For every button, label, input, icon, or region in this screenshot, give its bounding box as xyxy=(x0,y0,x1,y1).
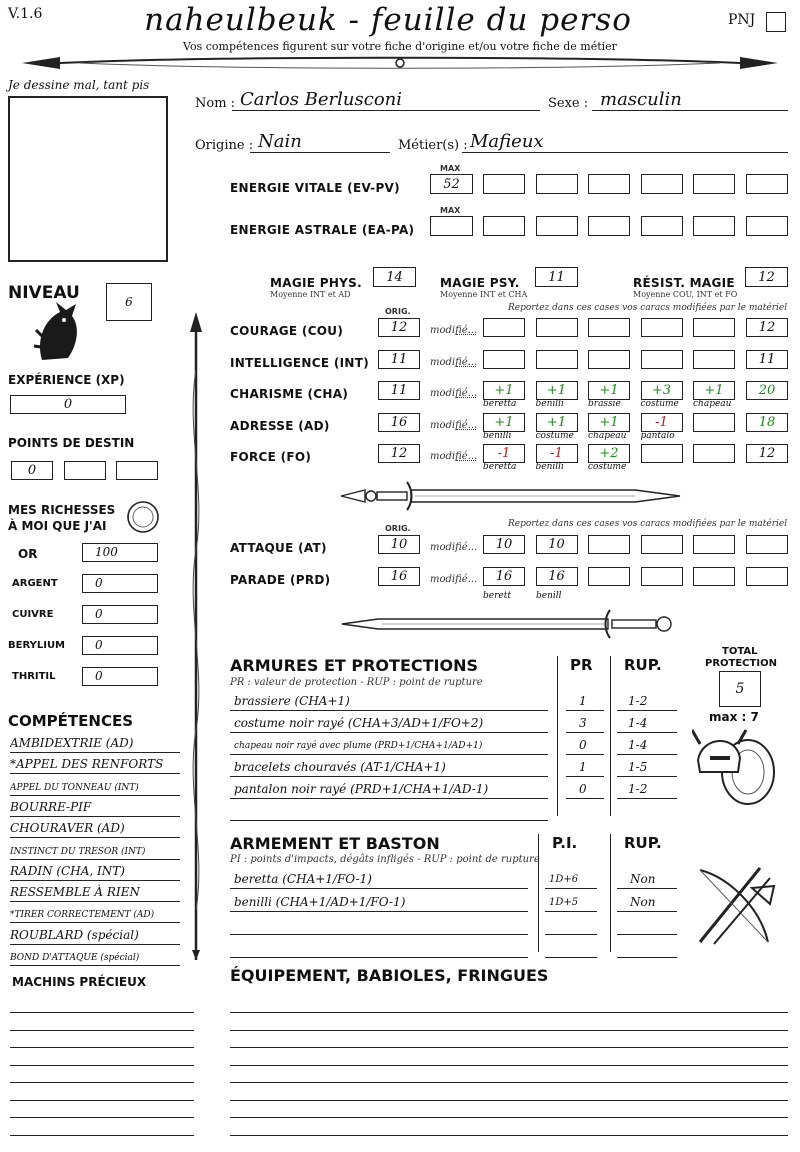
richesse-label: THRITIL xyxy=(12,671,56,682)
resist-magie-box[interactable]: 12 xyxy=(745,267,788,287)
ea-box[interactable] xyxy=(641,216,683,236)
richesse-label: BERYLIUM xyxy=(8,640,66,651)
armure-pr[interactable]: 1 xyxy=(579,760,587,774)
armure-pr[interactable]: 3 xyxy=(579,716,587,730)
carac-mod-box[interactable] xyxy=(483,350,525,369)
combat-mod-box[interactable] xyxy=(693,535,735,554)
pnj-label: PNJ xyxy=(728,12,756,28)
version-label: V.1.6 xyxy=(8,6,43,22)
arme-pi[interactable]: 1D+6 xyxy=(549,874,579,885)
ev-max-box[interactable]: 52 xyxy=(430,174,473,194)
carac-mod-box[interactable]: 12 xyxy=(746,318,788,337)
magie-phys-box[interactable]: 14 xyxy=(373,267,416,287)
origine-label: Origine : xyxy=(195,138,254,153)
armures-pr-label: PR xyxy=(570,656,593,674)
ev-box[interactable] xyxy=(483,174,525,194)
ea-max-label: MAX xyxy=(440,206,461,215)
combat-note: Reportez dans ces cases vos caracs modifiées par le matériel xyxy=(508,519,788,529)
arme-name[interactable]: beretta (CHA+1/FO-1) xyxy=(234,872,372,886)
richesse-label: ARGENT xyxy=(12,578,58,589)
carac-mod-box[interactable] xyxy=(536,318,578,337)
carac-mod-box[interactable]: 11 xyxy=(746,350,788,369)
carac-mod-box[interactable]: 20 xyxy=(746,381,788,400)
magie-phys-label: MAGIE PHYS. xyxy=(270,276,362,290)
ev-box[interactable] xyxy=(536,174,578,194)
richesse-box[interactable]: 0 xyxy=(82,605,158,624)
ev-box[interactable] xyxy=(693,174,735,194)
experience-box[interactable]: 0 xyxy=(10,395,126,414)
armement-pi-label: P.I. xyxy=(552,834,578,852)
combat-mod-box[interactable]: 16 xyxy=(483,567,525,586)
ea-label: ENERGIE ASTRALE (EA-PA) xyxy=(230,223,415,237)
competence-item[interactable]: ROUBLARD (spécial) xyxy=(10,927,180,945)
dotted-leader xyxy=(456,366,476,367)
nom-label: Nom : xyxy=(195,96,236,111)
armures-sub: PR : valeur de protection - RUP : point de rupture xyxy=(230,677,483,688)
page-title: naheulbeuk - feuille du perso xyxy=(144,2,632,38)
arme-rup[interactable]: Non xyxy=(630,895,656,909)
carac-mod-box[interactable]: 12 xyxy=(746,444,788,463)
carac-mod-caption: brassie xyxy=(588,399,621,409)
combat-modifie-label: modifié... xyxy=(430,574,478,585)
carac-orig-box[interactable]: 12 xyxy=(378,444,420,463)
carac-orig-box[interactable]: 12 xyxy=(378,318,420,337)
combat-mod-box[interactable] xyxy=(746,567,788,586)
dotted-leader xyxy=(456,460,476,461)
carac-mod-box[interactable]: -1 xyxy=(536,444,578,463)
sexe-label: Sexe : xyxy=(548,96,589,111)
combat-mod-box[interactable] xyxy=(641,567,683,586)
carac-modifie-label: modifié... xyxy=(430,419,478,431)
destin-box-1[interactable]: 0 xyxy=(11,461,53,480)
richesse-label: OR xyxy=(18,547,38,561)
combat-modifie-label: modifié... xyxy=(430,542,478,553)
carac-mod-box[interactable]: +1 xyxy=(588,413,630,432)
armure-rup[interactable]: 1-4 xyxy=(628,738,648,752)
competence-item[interactable]: AMBIDEXTRIE (AD) xyxy=(10,735,180,753)
arme-line[interactable] xyxy=(230,888,528,889)
carac-mod-box[interactable] xyxy=(641,444,683,463)
ev-box[interactable] xyxy=(746,174,788,194)
equipement-line[interactable] xyxy=(230,1030,788,1031)
carac-mod-box[interactable] xyxy=(536,350,578,369)
armure-pr[interactable]: 0 xyxy=(579,782,587,796)
ea-max-box[interactable] xyxy=(430,216,473,236)
portrait-box[interactable] xyxy=(8,96,168,262)
machins-title: MACHINS PRÉCIEUX xyxy=(12,975,147,989)
combat-mod-box[interactable] xyxy=(746,535,788,554)
armure-name[interactable]: bracelets chouravés (AT-1/CHA+1) xyxy=(234,760,446,774)
carac-mod-box[interactable]: -1 xyxy=(641,413,683,432)
armement-sub: PI : points d'impacts, dégâts infligés - RUP : point de rupture xyxy=(230,854,540,865)
carac-label: COURAGE (COU) xyxy=(230,324,344,338)
armure-name[interactable]: costume noir rayé (CHA+3/AD+1/FO+2) xyxy=(234,716,484,730)
carac-mod-caption: costume xyxy=(535,430,574,441)
armure-name[interactable]: chapeau noir rayé avec plume (PRD+1/CHA+1/AD+1) xyxy=(234,741,483,751)
machins-line[interactable] xyxy=(10,1100,194,1101)
machins-line[interactable] xyxy=(10,1117,194,1118)
arme-pi[interactable]: 1D+5 xyxy=(549,897,579,908)
richesse-box[interactable]: 0 xyxy=(82,667,158,686)
competence-item[interactable]: *TIRER CORRECTEMENT (AD) xyxy=(10,905,180,923)
ev-box[interactable] xyxy=(588,174,630,194)
niveau-box[interactable]: 6 xyxy=(106,283,152,321)
carac-mod-caption: costume xyxy=(588,462,627,472)
competence-item[interactable]: INSTINCT DU TRESOR (INT) xyxy=(10,842,180,860)
armures-title: ARMURES ET PROTECTIONS xyxy=(230,656,478,675)
caracs-orig-label: ORIG. xyxy=(385,307,411,316)
machins-line[interactable] xyxy=(10,1065,194,1066)
combat-mod-box[interactable] xyxy=(641,535,683,554)
destin-box-3[interactable] xyxy=(116,461,158,480)
dotted-leader xyxy=(456,397,476,398)
armement-title: ARMEMENT ET BASTON xyxy=(230,834,440,853)
dragon-icon xyxy=(32,300,82,366)
carac-mod-caption: costume xyxy=(640,399,679,409)
origine-value[interactable]: Nain xyxy=(258,131,302,152)
armure-pr[interactable]: 1 xyxy=(579,694,587,708)
combat-mod-box[interactable]: 10 xyxy=(483,535,525,554)
carac-mod-box[interactable]: +3 xyxy=(641,381,683,400)
carac-mod-caption: benilli xyxy=(535,462,564,472)
sexe-value[interactable]: masculin xyxy=(600,89,682,110)
carac-mod-box[interactable] xyxy=(588,318,630,337)
arme-line[interactable] xyxy=(230,957,528,958)
armures-rup-label: RUP. xyxy=(624,656,662,674)
machins-line[interactable] xyxy=(10,1030,194,1031)
machins-line[interactable] xyxy=(10,1047,194,1048)
richesse-box[interactable]: 0 xyxy=(82,636,158,655)
portrait-caption: Je dessine mal, tant pis xyxy=(8,78,150,92)
carac-mod-caption: pantalo xyxy=(640,430,675,441)
competence-item[interactable]: RADIN (CHA, INT) xyxy=(10,863,180,881)
armure-rup[interactable]: 1-2 xyxy=(628,694,648,708)
carac-mod-box[interactable] xyxy=(483,318,525,337)
magie-phys-sub: Moyenne INT et AD xyxy=(270,290,351,299)
equipement-line[interactable] xyxy=(230,1047,788,1048)
competence-item[interactable]: *APPEL DES RENFORTS xyxy=(10,756,180,774)
total-protection-label-1: TOTAL xyxy=(722,646,758,657)
arme-rup[interactable]: Non xyxy=(630,872,656,886)
carac-mod-box[interactable]: +1 xyxy=(483,381,525,400)
equipement-title: ÉQUIPEMENT, BABIOLES, FRINGUES xyxy=(230,966,549,985)
nom-value[interactable]: Carlos Berlusconi xyxy=(240,89,402,110)
carac-mod-box[interactable] xyxy=(693,318,735,337)
destin-label: POINTS DE DESTIN xyxy=(8,436,135,450)
carac-label: CHARISME (CHA) xyxy=(230,387,349,401)
ea-box[interactable] xyxy=(536,216,578,236)
ea-box[interactable] xyxy=(746,216,788,236)
carac-label: FORCE (FO) xyxy=(230,450,312,464)
magie-psy-label: MAGIE PSY. xyxy=(440,276,520,290)
equipement-line[interactable] xyxy=(230,1012,788,1013)
carac-mod-caption: benilli xyxy=(535,399,564,409)
combat-orig-label: ORIG. xyxy=(385,524,411,533)
machins-line[interactable] xyxy=(10,1012,194,1013)
helmet-shield-icon xyxy=(692,726,782,812)
page-subtitle: Vos compétences figurent sur votre fiche d'origine et/ou votre fiche de métier xyxy=(183,40,617,53)
richesse-label: CUIVRE xyxy=(12,609,54,620)
combat-mod-box[interactable] xyxy=(693,567,735,586)
carac-label: ADRESSE (AD) xyxy=(230,418,330,433)
equipement-line[interactable] xyxy=(230,1082,788,1083)
arme-line[interactable] xyxy=(230,911,528,912)
carac-mod-box[interactable]: +2 xyxy=(588,444,630,463)
carac-mod-box[interactable] xyxy=(693,413,735,432)
metier-label: Métier(s) : xyxy=(398,138,468,153)
sword-ornament-icon xyxy=(338,606,683,642)
carac-modifie-label: modifié... xyxy=(430,451,478,462)
arme-name[interactable]: benilli (CHA+1/AD+1/FO-1) xyxy=(234,895,406,909)
ev-max-label: MAX xyxy=(440,164,461,173)
competence-item[interactable]: BOND D'ATTAQUE (spécial) xyxy=(10,948,180,966)
experience-label: EXPÉRIENCE (XP) xyxy=(8,373,125,387)
total-protection-label-2: PROTECTION xyxy=(705,658,777,669)
caracs-note: Reportez dans ces cases vos caracs modifiées par le matériel xyxy=(508,303,788,313)
destin-box-2[interactable] xyxy=(64,461,106,480)
combat-caption-1: berett xyxy=(483,591,511,601)
machins-line[interactable] xyxy=(10,1135,194,1136)
carac-mod-caption: beretta xyxy=(483,462,517,472)
carac-mod-box[interactable]: +1 xyxy=(536,413,578,432)
armure-name[interactable]: pantalon noir rayé (PRD+1/CHA+1/AD-1) xyxy=(234,782,489,796)
carac-mod-box[interactable]: +1 xyxy=(693,381,735,400)
carac-modifie-label: modifié... xyxy=(430,325,478,336)
carac-mod-box[interactable]: -1 xyxy=(483,444,525,463)
ev-box[interactable] xyxy=(641,174,683,194)
combat-mod-box[interactable]: 10 xyxy=(536,535,578,554)
carac-mod-caption: chapeau xyxy=(588,430,627,441)
carac-mod-box[interactable]: 18 xyxy=(746,413,788,432)
niveau-label: NIVEAU xyxy=(8,283,80,303)
richesses-label-1: MES RICHESSES xyxy=(8,503,116,517)
coin-icon xyxy=(126,500,160,534)
dotted-leader xyxy=(456,429,476,430)
weapons-icon xyxy=(690,858,782,950)
ev-label: ENERGIE VITALE (EV-PV) xyxy=(230,181,400,195)
combat-label: ATTAQUE (AT) xyxy=(230,541,327,555)
machins-line[interactable] xyxy=(10,1082,194,1083)
equipement-line[interactable] xyxy=(230,1065,788,1066)
total-protection-box[interactable]: 5 xyxy=(719,671,761,707)
equipement-line[interactable] xyxy=(230,1135,788,1136)
carac-mod-box[interactable] xyxy=(693,444,735,463)
armure-rup[interactable]: 1-4 xyxy=(628,716,648,730)
ea-box[interactable] xyxy=(483,216,525,236)
equipement-line[interactable] xyxy=(230,1117,788,1118)
armement-rup-label: RUP. xyxy=(624,834,662,852)
carac-mod-caption: chapeau xyxy=(693,399,732,409)
combat-orig-box[interactable]: 16 xyxy=(378,567,420,586)
carac-label: INTELLIGENCE (INT) xyxy=(230,355,369,370)
total-protection-max: max : 7 xyxy=(709,710,759,724)
competence-item[interactable]: BOURRE-PIF xyxy=(10,799,180,817)
pnj-checkbox[interactable] xyxy=(766,12,786,32)
combat-label: PARADE (PRD) xyxy=(230,573,331,587)
equipement-line[interactable] xyxy=(230,1100,788,1101)
header-spear-ornament xyxy=(20,52,780,74)
magie-psy-sub: Moyenne INT et CHA xyxy=(440,290,528,299)
carac-orig-box[interactable]: 16 xyxy=(378,413,420,432)
carac-mod-box[interactable]: +1 xyxy=(536,381,578,400)
carac-modifie-label: modifié... xyxy=(430,388,478,399)
competence-item[interactable]: APPEL DU TONNEAU (INT) xyxy=(10,778,180,796)
carac-mod-caption: beretta xyxy=(483,399,517,409)
spear-ornament-icon xyxy=(184,310,208,970)
carac-mod-box[interactable] xyxy=(641,350,683,369)
metier-value[interactable]: Mafieux xyxy=(470,131,544,152)
ea-box[interactable] xyxy=(588,216,630,236)
armure-rup[interactable]: 1-2 xyxy=(628,782,648,796)
armure-name[interactable]: brassiere (CHA+1) xyxy=(234,694,350,708)
combat-orig-box[interactable]: 10 xyxy=(378,535,420,554)
magie-psy-box[interactable]: 11 xyxy=(535,267,578,287)
competences-title: COMPÉTENCES xyxy=(8,712,134,730)
richesses-label-2: À MOI QUE J'AI xyxy=(8,519,107,533)
combat-mod-box[interactable] xyxy=(588,567,630,586)
carac-orig-box[interactable]: 11 xyxy=(378,350,420,369)
carac-mod-box[interactable] xyxy=(588,350,630,369)
resist-magie-sub: Moyenne COU, INT et FO xyxy=(633,290,738,299)
carac-mod-box[interactable] xyxy=(693,350,735,369)
ea-box[interactable] xyxy=(693,216,735,236)
carac-mod-caption: benilli xyxy=(483,430,512,441)
combat-caption-2: benill xyxy=(536,591,562,601)
resist-magie-label: RÉSIST. MAGIE xyxy=(633,276,735,290)
carac-mod-box[interactable] xyxy=(641,318,683,337)
carac-mod-box[interactable]: +1 xyxy=(483,413,525,432)
carac-mod-box[interactable]: +1 xyxy=(588,381,630,400)
richesse-box[interactable]: 100 xyxy=(82,543,158,562)
competence-item[interactable]: RESSEMBLE À RIEN xyxy=(10,884,180,902)
armure-pr[interactable]: 0 xyxy=(579,738,587,752)
sword-ornament-icon xyxy=(335,478,685,514)
dotted-leader xyxy=(456,334,476,335)
carac-modifie-label: modifié... xyxy=(430,356,478,368)
armure-rup[interactable]: 1-5 xyxy=(628,760,648,774)
arme-line[interactable] xyxy=(230,934,528,935)
competence-item[interactable]: CHOURAVER (AD) xyxy=(10,820,180,838)
combat-mod-box[interactable]: 16 xyxy=(536,567,578,586)
richesse-box[interactable]: 0 xyxy=(82,574,158,593)
combat-mod-box[interactable] xyxy=(588,535,630,554)
carac-orig-box[interactable]: 11 xyxy=(378,381,420,400)
